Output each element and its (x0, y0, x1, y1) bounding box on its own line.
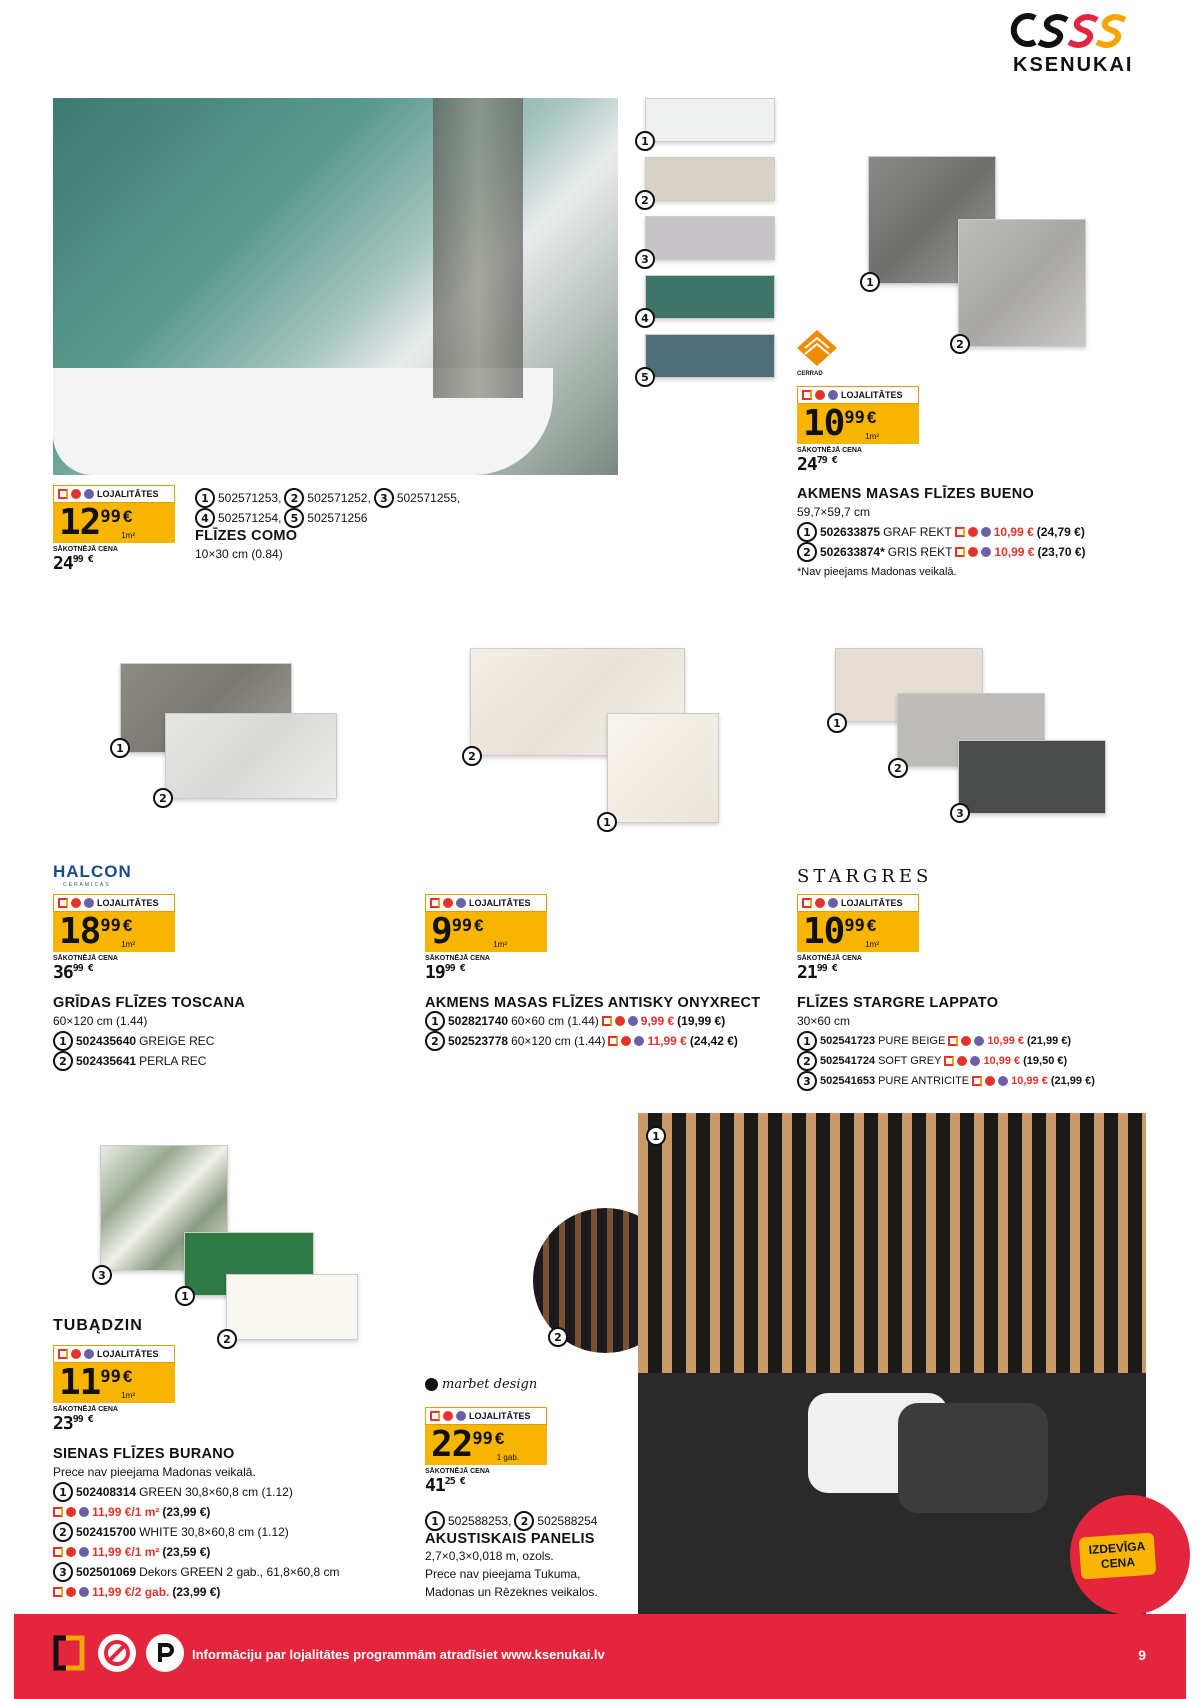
marker-2: 2 (797, 1051, 817, 1071)
no-icon (968, 527, 978, 537)
product-note: Prece nav pieejama Madonas veikalā. (53, 1465, 256, 1479)
halcon-brand-sub: CERAMICAS (63, 882, 111, 888)
panel-details (425, 1511, 598, 1601)
product-size: 10×30 cm (0.84) (195, 547, 283, 561)
marker-1: 1 (53, 1031, 73, 1051)
product-variant-2: 2 502523778 60×120 cm (1.44) 11,99 € (24,42 €) (425, 1031, 760, 1051)
card-icon (58, 489, 68, 499)
halcon-brand (53, 862, 132, 888)
como-tile-3 (645, 216, 775, 260)
card-icon (802, 390, 812, 400)
marker-1: 1 (860, 272, 880, 292)
price-decimal: 99 (100, 1367, 121, 1387)
price-unit: 1m² (121, 531, 135, 540)
marker-1: 1 (53, 1482, 73, 1502)
stargres-details (797, 995, 1095, 1091)
como-details (195, 488, 460, 564)
p-icon (974, 1036, 984, 1046)
p-icon (79, 1587, 89, 1597)
loyalty-label: LOJALITĀTES (469, 898, 531, 908)
product-title: AKUSTISKAIS PANELIS (425, 1531, 595, 1547)
marbet-brand-label: marbet design (442, 1377, 538, 1392)
stargres-price-box (797, 894, 919, 983)
price-currency: € (866, 916, 877, 935)
marker-1: 1 (635, 131, 655, 151)
orig-label: SĀKOTNĒJĀ CENA (425, 1468, 490, 1475)
ksenukai-logo (1005, 10, 1155, 75)
como-tile-4 (645, 275, 775, 319)
p-icon (79, 1507, 89, 1517)
footer-bar (14, 1614, 1186, 1699)
marker-2: 2 (53, 1051, 73, 1071)
price-unit: 1m² (865, 940, 879, 949)
no-symbol-icon (98, 1634, 136, 1672)
no-icon (443, 898, 453, 908)
orig-price: $21^{99 €}$ (797, 962, 837, 983)
orig-price: $24^{79 €}$ (797, 454, 837, 475)
product-variant-2: 2 502633874* GRIS REKT 10,99 € (23,70 €) (797, 542, 1086, 562)
p-icon (998, 1076, 1008, 1086)
price-unit: 1m² (121, 1391, 135, 1400)
p-icon (628, 1016, 638, 1026)
price-decimal: 99 (100, 916, 121, 936)
p-icon (456, 898, 466, 908)
product-variant-2: 2 502415700 WHITE 30,8×60,8 cm (1.12) (53, 1522, 340, 1542)
price-currency: € (494, 1429, 505, 1448)
no-icon (71, 1349, 81, 1359)
price-main (53, 503, 175, 543)
logo-icon (1005, 10, 1145, 50)
marker-2: 2 (548, 1327, 568, 1347)
p-symbol-icon (146, 1634, 184, 1672)
footer-info-text: Informāciju par lojalitātes programmām atradīsiet www.ksenukai.lv (192, 1647, 605, 1662)
price-integer: 9 (431, 911, 452, 952)
marker-1: 1 (827, 713, 847, 733)
product-variant-1-price: 11,99 €/1 m² (23,99 €) (53, 1502, 340, 1522)
loyalty-badge (53, 894, 175, 912)
price-unit: 1m² (493, 940, 507, 949)
product-variant-1: 1 502541723 PURE BEIGE 10,99 € (21,99 €) (797, 1031, 1095, 1051)
price-main (797, 912, 919, 952)
price-integer: 10 (803, 911, 845, 952)
price-decimal: 99 (451, 916, 473, 936)
marker-2: 2 (425, 1031, 445, 1051)
marker-4: 4 (635, 308, 655, 328)
marker-3: 3 (797, 1071, 817, 1091)
price-integer: 22 (431, 1424, 473, 1465)
como-codes-2: 4 502571254, 5 502571256 (195, 508, 460, 528)
como-tile-5 (645, 334, 775, 378)
izdeviga-line-1: IZDEVĪGA (1088, 1539, 1146, 1557)
izdeviga-tag (1079, 1532, 1157, 1579)
no-icon (957, 1056, 967, 1066)
loyalty-card-icon (50, 1634, 88, 1672)
product-variant-2-price: 11,99 €/1 m² (23,59 €) (53, 1542, 340, 1562)
card-icon (955, 547, 965, 557)
loyalty-badge (797, 386, 919, 404)
no-icon (71, 489, 81, 499)
marbet-brand (425, 1377, 537, 1392)
product-variant-3: 3 502501069 Dekors GREEN 2 gab., 61,8×60,8 cm (53, 1562, 340, 1582)
card-icon (58, 898, 68, 908)
stargres-tile-3 (958, 740, 1106, 814)
price-currency: € (122, 1367, 133, 1386)
product-size: 30×60 cm (797, 1014, 851, 1028)
page-number: 9 (1138, 1647, 1146, 1663)
orig-label: SĀKOTNĒJĀ CENA (53, 546, 118, 553)
stargres-brand: STARGRES (797, 866, 933, 887)
no-icon (968, 547, 978, 557)
no-icon (815, 390, 825, 400)
marker-3: 3 (635, 249, 655, 269)
product-title: FLĪZES COMO (195, 528, 298, 544)
marker-1: 1 (195, 488, 215, 508)
toscana-details (53, 995, 245, 1071)
p-icon (79, 1547, 89, 1557)
price-main (53, 912, 175, 952)
marker-1: 1 (797, 522, 817, 542)
product-size: 60×120 cm (1.44) (53, 1014, 148, 1028)
marker-2: 2 (53, 1522, 73, 1542)
marker-1: 1 (110, 738, 130, 758)
izdeviga-cena-badge (1070, 1495, 1190, 1615)
burano-price-box (53, 1345, 175, 1434)
loyalty-label: LOJALITĀTES (469, 1411, 531, 1421)
orig-price: $36^{99 €}$ (53, 962, 93, 983)
price-currency: € (122, 916, 133, 935)
p-icon (828, 898, 838, 908)
loyalty-badge (425, 1407, 547, 1425)
price-decimal: 99 (844, 916, 865, 936)
loyalty-badge (425, 894, 547, 912)
product-variant-2: 2 502541724 SOFT GREY 10,99 € (19,50 €) (797, 1051, 1095, 1071)
cerrad-logo-icon (797, 330, 837, 366)
p-icon (981, 527, 991, 537)
toscana-price-box (53, 894, 175, 983)
orig-price: $24^{99 €}$ (53, 553, 93, 574)
como-price-box (53, 485, 175, 574)
bueno-tile-2 (958, 219, 1086, 347)
bueno-price-box (797, 386, 919, 475)
marker-2: 2 (514, 1511, 534, 1531)
price-decimal: 99 (472, 1429, 493, 1449)
orig-label: SĀKOTNĒJĀ CENA (53, 1406, 118, 1413)
p-icon (84, 489, 94, 499)
orig-label: SĀKOTNĒJĀ CENA (797, 447, 862, 454)
price-main (425, 912, 547, 952)
card-icon (53, 1507, 63, 1517)
marker-1: 1 (175, 1286, 195, 1306)
orig-price: $19^{99 €}$ (425, 962, 465, 983)
marker-2: 2 (635, 190, 655, 210)
loyalty-label: LOJALITĀTES (97, 489, 159, 499)
product-title: FLĪZES STARGRE LAPPATO (797, 995, 999, 1011)
p-icon (981, 547, 991, 557)
price-currency: € (866, 408, 877, 427)
p-icon (84, 898, 94, 908)
price-unit: 1 gab. (496, 1453, 519, 1462)
loyalty-label: LOJALITĀTES (97, 898, 159, 908)
marker-2: 2 (888, 758, 908, 778)
price-main (425, 1425, 547, 1465)
panel-codes: 1 502588253, 2 502588254 (425, 1511, 598, 1531)
product-variant-1: 1 502408314 GREEN 30,8×60,8 cm (1.12) (53, 1482, 340, 1502)
marker-2: 2 (950, 334, 970, 354)
como-bathroom-photo (53, 98, 618, 475)
onyx-details (425, 995, 760, 1051)
marker-2: 2 (153, 788, 173, 808)
product-title: AKMENS MASAS FLĪZES ANTISKY ONYXRECT (425, 995, 761, 1011)
burano-details (53, 1446, 340, 1602)
card-icon (58, 1349, 68, 1359)
marker-2: 2 (217, 1329, 237, 1349)
marker-1: 1 (425, 1511, 445, 1531)
product-variant-3-price: 11,99 €/2 gab. (23,99 €) (53, 1582, 340, 1602)
marker-1: 1 (797, 1031, 817, 1051)
no-icon (985, 1076, 995, 1086)
loyalty-label: LOJALITĀTES (97, 1349, 159, 1359)
marker-5: 5 (635, 367, 655, 387)
price-currency: € (474, 916, 484, 935)
card-icon (430, 1411, 440, 1421)
como-tile-1 (645, 98, 775, 142)
logo-text: KSENUKAI (1013, 54, 1134, 76)
card-icon (608, 1036, 618, 1046)
price-integer: 11 (59, 1362, 101, 1403)
marker-4: 4 (195, 508, 215, 528)
product-variant-3: 3 502541653 PURE ANTRICITE 10,99 € (21,99 €) (797, 1071, 1095, 1091)
price-integer: 12 (59, 502, 101, 543)
product-variant-1: 1 502821740 60×60 cm (1.44) 9,99 € (19,99 €) (425, 1011, 760, 1031)
no-icon (815, 898, 825, 908)
price-unit: 1m² (865, 432, 879, 441)
marker-5: 5 (284, 508, 304, 528)
card-icon (955, 527, 965, 537)
marker-3: 3 (53, 1562, 73, 1582)
bueno-details (797, 486, 1086, 582)
no-icon (961, 1036, 971, 1046)
p-icon (84, 1349, 94, 1359)
orig-price: $23^{99 €}$ (53, 1413, 93, 1434)
no-icon (66, 1547, 76, 1557)
p-icon (634, 1036, 644, 1046)
price-unit: 1m² (121, 940, 135, 949)
card-icon (944, 1056, 954, 1066)
marker-1: 1 (425, 1011, 445, 1031)
product-variant-1: 1 502633875 GRAF REKT 10,99 € (24,79 €) (797, 522, 1086, 542)
panel-desc-1: 2,7×0,3×0,018 m, ozols. (425, 1549, 554, 1563)
loyalty-badge (53, 485, 175, 503)
loyalty-label: LOJALITĀTES (841, 390, 903, 400)
price-decimal: 99 (100, 507, 121, 527)
p-icon (456, 1411, 466, 1421)
p-icon (828, 390, 838, 400)
card-icon (53, 1547, 63, 1557)
no-icon (621, 1036, 631, 1046)
no-icon (66, 1587, 76, 1597)
panel-room-photo (638, 1113, 1146, 1615)
como-codes-1: 1 502571253, 2 502571252, 3 502571255, (195, 488, 460, 508)
no-icon (615, 1016, 625, 1026)
halcon-brand-label: HALCON (53, 862, 132, 881)
tubadzin-brand: TUBĄDZIN (53, 1317, 143, 1334)
cerrad-brand-label: CERRAD (797, 371, 823, 377)
price-main (797, 404, 919, 444)
card-icon (802, 898, 812, 908)
no-icon (66, 1507, 76, 1517)
panel-price-box (425, 1407, 547, 1496)
price-decimal: 99 (844, 408, 865, 428)
marker-3: 3 (92, 1265, 112, 1285)
marker-1: 1 (646, 1126, 666, 1146)
product-title: GRĪDAS FLĪZES TOSCANA (53, 995, 246, 1011)
panel-desc-3: Madonas un Rēzeknes veikalos. (425, 1585, 598, 1599)
curtain-shape (433, 98, 523, 398)
orig-label: SĀKOTNĒJĀ CENA (53, 955, 118, 962)
onyx-price-box (425, 894, 547, 983)
p-icon (970, 1056, 980, 1066)
orig-price: $41^{25 €}$ (425, 1475, 465, 1496)
marker-1: 1 (597, 812, 617, 832)
como-tile-2 (645, 157, 775, 201)
card-icon (430, 898, 440, 908)
product-title: AKMENS MASAS FLĪZES BUENO (797, 486, 1035, 502)
izdeviga-line-2: CENA (1100, 1554, 1136, 1572)
loyalty-badge (797, 894, 919, 912)
card-icon (53, 1587, 63, 1597)
marker-2: 2 (284, 488, 304, 508)
marker-3: 3 (950, 803, 970, 823)
no-icon (71, 898, 81, 908)
price-integer: 18 (59, 911, 101, 952)
product-variant-1: 1 502435640 GREIGE REC (53, 1031, 245, 1051)
marker-3: 3 (374, 488, 394, 508)
no-icon (443, 1411, 453, 1421)
product-title: SIENAS FLĪZES BURANO (53, 1446, 235, 1462)
card-icon (948, 1036, 958, 1046)
burano-tile-2 (226, 1274, 358, 1340)
marker-2: 2 (797, 542, 817, 562)
card-icon (972, 1076, 982, 1086)
price-integer: 10 (803, 403, 845, 444)
product-size: 59,7×59,7 cm (797, 505, 871, 519)
panel-desc-2: Prece nav pieejama Tukuma, (425, 1567, 581, 1581)
card-icon (602, 1016, 612, 1026)
marker-2: 2 (462, 746, 482, 766)
price-currency: € (122, 507, 133, 526)
loyalty-badge (53, 1345, 175, 1363)
price-main (53, 1363, 175, 1403)
toscana-tile-2 (165, 713, 337, 799)
orig-label: SĀKOTNĒJĀ CENA (797, 955, 862, 962)
onyx-tile-2 (607, 713, 719, 823)
cerrad-brand (797, 330, 837, 377)
pillow-shape-2 (898, 1403, 1048, 1513)
orig-label: SĀKOTNĒJĀ CENA (425, 955, 490, 962)
product-note: *Nav pieejams Madonas veikalā. (797, 566, 957, 578)
product-variant-2: 2 502435641 PERLA REC (53, 1051, 245, 1071)
loyalty-label: LOJALITĀTES (841, 898, 903, 908)
marbet-logo-icon (425, 1378, 438, 1391)
